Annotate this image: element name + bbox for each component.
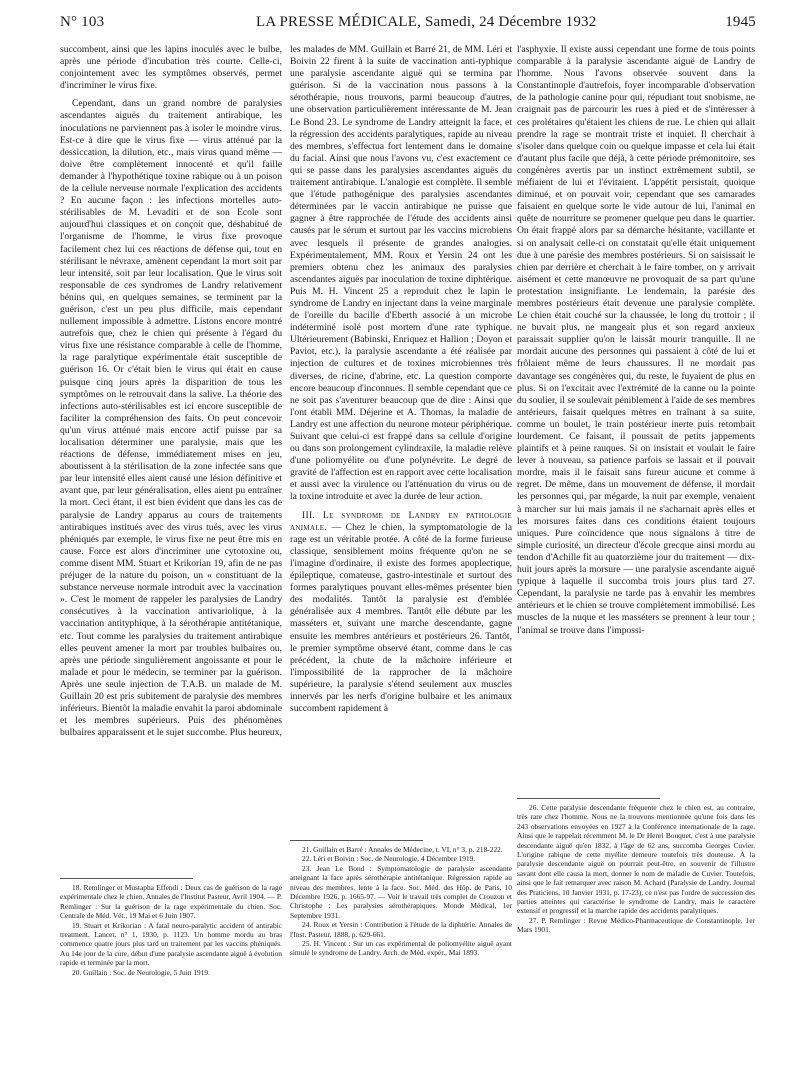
running-header xyxy=(60,14,756,36)
paragraph: Cependant, dans un grand nombre de paralysies ascendantes aiguës du traitement antirabique, les inoculations ne parviennent pas à isoler le moindre virus. Est-ce à dire que le virus fixe — virus atténué par la dessiccation, la dilution, etc., mais virus quand même — doive être complètement innocenté et qu'il faille demander à l'hypothétique toxine rabique ou à un poison de la cellule nerveuse normale l'explication des accidents ? En aucune façon : les infections mortelles auto-stérilisables de M. Levaditi et de son Ecole sont aujourd'hui classiques et on conçoit que, déshabitué de l'organisme de l'homme, le virus fixe provoque facilement chez lui ces réactions de défense qui, tout en stérilisant le névraxe, amènent cependant la mort soit par leur intensité, soit par leur localisation. Que le virus soit responsable de ces syndromes de Landry relativement bénins qui, en quelques semaines, se terminent par la guérison, c'est un peu plus difficile, mais cependant nullement impossible à admettre. Listons encore montré autrefois que, chez le chien qui présente à l'égard du virus fixe une résistance comparable à celle de l'homme, la rage paralytique expérimentale était susceptible de guérison 16. Or c'était bien le virus qui était en cause puisque cinq jours après la disparition de tous les symptômes on le retrouvait dans la salive. La théorie des infections auto-stérilisables est ici encore susceptible de faciliter la compréhension des faits. On peut concevoir qu'un virus atténué mais encore actif puisse par sa localisation déterminer une paralysie, mais que les réactions de défense, immédiatement mises en jeu, aboutissent à la stérilisation de la zone infectée sans que par leur intensité elles aient causé une lésion définitive et avant que, par leur généralisation, elles aient pu entraîner la mort. Ceci étant, il est bien évident que dans les cas de paralysie de Landry apparus au cours de traitements antirabiques institués avec des virus tués, avec les virus phéniqués par exemple, le virus fixe ne peut être mis en cause. Force est alors d'incriminer une cytotoxine ou, comme disent MM. Stuart et Krikorian 19, afin de ne pas préjuger de la nature du poison, un « constituant de la substance nerveuse normale introduit avec la vaccination ». C'est le moment de rappeler les paralysies de Landry consécutives à la vaccination antivariolique, à la vaccination antityphique, à la sérothérapie antitétanique, etc. Tout comme les paralysies du traitement antirabique elles peuvent amener la mort par troubles bulbaires ou, après une période singulièrement angoissante et pour le malade et pour le médecin, se terminer par la guérison. Après une seule injection de T.A.B. un malade de M. Guillain 20 est pris subitement de paralysie des membres inférieurs. Bientôt la maladie envahit la paroi abdominale et les membres supérieurs. Puis des phénomènes bulbaires apparaissent et le sujet succombe. Plus heureux, xyxy=(60,98,282,739)
footnote: 22. Léri et Boivin : Soc. de Neurologie, 4 Décembre 1919. xyxy=(302,854,476,864)
section-paragraph xyxy=(290,510,512,716)
footnotes-column-1 xyxy=(60,870,282,977)
section-heading: III. Le syndrome de Landry en pathologie animale. xyxy=(290,509,512,533)
journal-title: LA PRESSE MÉDICALE, Samedi, 24 Décembre 1932 xyxy=(256,14,597,30)
page-number-left: N° 103 xyxy=(60,14,105,30)
paragraph: l'asphyxie. Il existe aussi cependant une forme de tous points comparable à la paralysie ascendante aiguë de Landry de l'homme. Nous l'avons observée souvent dans la Constantinople d'autrefois, foyer incomparable d'observation de la pathologie canine pour qui, répudiant tout snobisme, ne craignait pas de parcourir les rues à pied et de s'intéresser à ces prolétaires qu'étaient les chiens de rue. Le chien qui allait prendre la rage se montrait triste et inquiet. Il cherchait à s'isoler dans quelque coin ou quelque impasse et cela lui était d'autant plus facile que déjà, à cette période prémonitoire, ses congénères avertis par un instinct extrêmement subtil, se méfiaient de lui et l'évitaient. L'appétit persistait, quoique diminué, et on pouvait voir, cependant que ses camarades faisaient en quelque sorte le vide autour de lui, l'animal en quête de nourriture se promener quelque peu dans le quartier. On était frappé alors par sa démarche hésitante, vacillante et si on analysait celle-ci on constatait qu'elle était uniquement due à une parésie des membres postérieurs. Si on saisissait le chien par derrière et cherchait à le faire tomber, on y arrivait aisément et cette manœuvre ne provoquait de sa part qu'une protestation insignifiante. Le lendemain, la parésie des membres postérieurs était devenue une paralysie complète. Le chien était couché sur la chaussée, le long du trottoir ; il ne buvait plus, ne mangeait plus et son regard anxieux paraissait supplier qu'on le laissât mourir tranquille. Il ne mordait aucune des personnes qui passaient à côté de lui et frôlaient même de leurs chaussures. Il ne mordait pas davantage ses congénères qui, du reste, le fuyaient de plus en plus. Si on l'excitait avec l'extrémité de la canne ou la pointe du soulier, il se soulevait péniblement à l'aide de ses membres antérieurs, faisait quelques mètres en traînant à sa suite, comme un boulet, le train postérieur inerte puis retombait lourdement. Ce faisant, il poussait de petits jappements plaintifs et à peine rauques. Si on insistait et voulait le faire lever à nouveau, sa patience parfois se lassait et il pouvait mordre, mais il le faisait sans fureur aucune et comme à regret. De même, dans un mouvement de défense, il mordait les personnes qui, par mégarde, la nuit par exemple, venaient à marcher sur lui mais jamais il ne s'acharnait après elles et les morsures faites dans ces conditions étaient toujours uniques. Pure coïncidence que nous signalons à titre de simple curiosité, un directeur d'école grecque ainsi mordu au tendon d'Achille fit au quatorzième jour du traitement — dix-huit jours après la morsure — une paralysie ascendante aiguë typique à laquelle il succomba trois jours plus tard 27. Cependant, la paralysie ne tarde pas à envahir les membres antérieurs et le chien se trouve complètement immobilisé. Les muscles de la nuque et les masséters se prennent à leur tour ; l'animal se trouve dans l'impossi- xyxy=(517,44,755,636)
footnotes-column-2 xyxy=(290,832,512,958)
footnote: 19. Stuart et Krikorian : A fatal neuro-paralytic accident of antirabic treatment. Lancet, n° 1, 1930, p. 1123. Un homme mordu au bras commence quatre jours plus tard un traitement par les vaccins phéniqués. Au 14e jour de la cure, début d'une paralysie ascendante aiguë à évolution rapide et terminée par la mort. xyxy=(60,920,282,968)
footnote: 25. H. Vincent : Sur un cas expérimental de poliomyélite aiguë ayant simulé le syndrome de Landry. Arch. de Méd. expér., Mai 1893. xyxy=(290,939,512,958)
paragraph: succombent, ainsi que les lapins inoculés avec le bulbe, après une période d'incubation très courte. Celle-ci, conjointement avec les symptômes observés, permet d'incriminer le virus fixe. xyxy=(60,44,282,92)
paragraph: les malades de MM. Guillain et Barré 21, de MM. Léri et Boivin 22 firent à la suite de vaccination anti-typhique une paralysie ascendante aiguë qui se termina par guérison. Si de la vaccination nous passons à la sérothérapie, nous trouvons, parmi beaucoup d'autres, une observation particulièrement intéressante de M. Jean Le Bond 23. Le syndrome de Landry atteignit la face, et la régression des accidents paralytiques, rapide au niveau des membres, s'effectua fort lentement dans le domaine du facial. Ainsi que nous l'avons vu, c'est exactement ce qui se passe dans les paralysies ascendantes aiguës du traitement antirabique. L'analogie est complète. Il semble que l'étude pathogénique des paralysies ascendantes déterminées par le vaccin antirabique ne puisse que gagner à être rapprochée de l'étude des accidents ainsi causés par le sérum et surtout par les vaccins microbiens avec lesquels il présente de grandes analogies. Expérimentalement, MM. Roux et Yersin 24 ont les premiers obtenu chez les animaux des paralysies ascendantes aiguës par inoculation de toxine diphtérique. Puis M. H. Vincent 25 a reproduit chez le lapin le syndrome de Landry en injectant dans la veine marginale de l'oreille du bacille d'Eberth associé à un microbe indéterminé isolé post mortem d'une rate typhique. Ultérieurement (Babinski, Enriquez et Hallion ; Doyon et Paviot, etc.), la paralysie ascendante a été réalisée par injection de cultures et de toxines microbiennes très diverses, de ricine, d'abrine, etc. La question comporte encore beaucoup d'inconnues. Il semble cependant que ce ne soit pas s'aventurer beaucoup que de dire : Ainsi que l'ont établi MM. Déjerine et A. Thomas, la maladie de Landry est une affection du neurone moteur périphérique. Suivant que celui-ci est frappé dans sa cellule d'origine ou dans son prolongement cylindraxile, la maladie relève d'une poliomyélite ou d'une polynévrite. Le degré de gravité de l'affection est en rapport avec cette localisation et aussi avec la virulence ou l'atténuation du virus ou de la toxine introduite et avec la durée de leur action. xyxy=(290,44,512,503)
footnote: 27. P. Remlinger : Revue Médico-Pharmaceutique de Constantinople, 1er Mars 1901. xyxy=(517,915,755,935)
footnotes-column-3 xyxy=(517,790,755,935)
footnote: 23. Jean Le Bond : Symptomatologie de paralysie ascendante atteignant la face après sérothérapie antitétanique. Régression rapide au niveau des membres, lente à la face. Soc. Méd. des Hôp. de Paris, 10 Décembre 1926, p. 1665-97. — Voir le travail très complet de Crouzon et Christophe : Les paralysies sérothérapiques. Monde Médical, 1er Septembre 1931. xyxy=(290,863,512,920)
footnote: 20. Guillain : Soc. de Neurologie, 5 Juin 1919. xyxy=(72,967,210,977)
footnote: 21. Guillain et Barré : Annales de Médecine, t. VI, n° 3, p. 218-222. xyxy=(302,845,503,854)
footnote-rule xyxy=(60,878,193,879)
text-column-1 xyxy=(60,44,282,1074)
text-column-3 xyxy=(517,44,755,1074)
footnote-rule xyxy=(517,798,660,799)
footnote: 18. Remlinger et Mustapha Effendi : Deux cas de guérison de la rage expérimentale chez le chien. Annales de l'Institut Pasteur, Avril 1904. — P. Remlinger : Sur la guérison de la rage expérimentale du chien. Soc. Centrale de Méd. Vét., 19 Mai et 6 Juin 1907. xyxy=(60,883,282,921)
text-column-2 xyxy=(290,44,512,1074)
footnote: 24. Roux et Yersin : Contribution à l'étude de la diphtérie. Annales de l'Inst. Pasteur, 1888, p. 629-661. xyxy=(290,920,512,939)
section-text: — Chez le chien, la symptomatologie de la rage est un véritable protée. A côté de la forme furieuse classique, sensiblement moins fréquente qu'on ne se l'imagine d'ordinaire, il existe des formes apoplectique, épileptique, comateuse, gastro-intestinale et surtout des formes paralytiques pouvant elles-mêmes présenter bien des modalités. Tantôt la paralysie est d'emblée généralisée aux 4 membres. Tantôt elle débute par les masséters et, suivant une marche descendante, gagne ensuite les membres antérieurs et postérieurs 26. Tantôt, le premier symptôme observé étant, comme dans le cas précédent, la chute de la mâchoire inférieure et l'impossibilité de la rapprocher de la mâchoire supérieure, la paralysie s'étend seulement aux muscles innervés par les nerfs d'origine bulbaire et les animaux succombent rapidement à xyxy=(290,521,512,715)
footnote-rule xyxy=(290,840,423,841)
footnote: 26. Cette paralysie descendante fréquente chez le chien est, au contraire, très rare chez l'homme. Nous ne la trouvons mentionnée qu'une fois dans les 243 observations envoyées en 1927 à la Conférence internationale de la rage. Ainsi que le rappelait récemment M. le Dr Henri Bouquet, c'est à une paralysie descendante aiguë qu'en 1832, à l'âge de 62 ans, succomba Georges Cuvier. L'origine rabique de cette myélite demeure toutefois très douteuse. À la paralysie descendante aiguë on pourrait peut-être, en souvenir de l'illustre savant dont elle causa la mort, donner le nom de maladie de Cuvier. Toutefois, ainsi que le fait remarquer avec raison M. Achard (Paralysie de Landry, Journal des Praticiens, 10 Janvier 1931, p. 17-23), ce n'est pas l'ordre de succession des parties atteintes qui caractérise le syndrome de Landry, mais le caractère extensif et progressif et la marche rapide des accidents paralytiques. xyxy=(517,803,755,916)
page-number-right: 1945 xyxy=(725,14,756,30)
